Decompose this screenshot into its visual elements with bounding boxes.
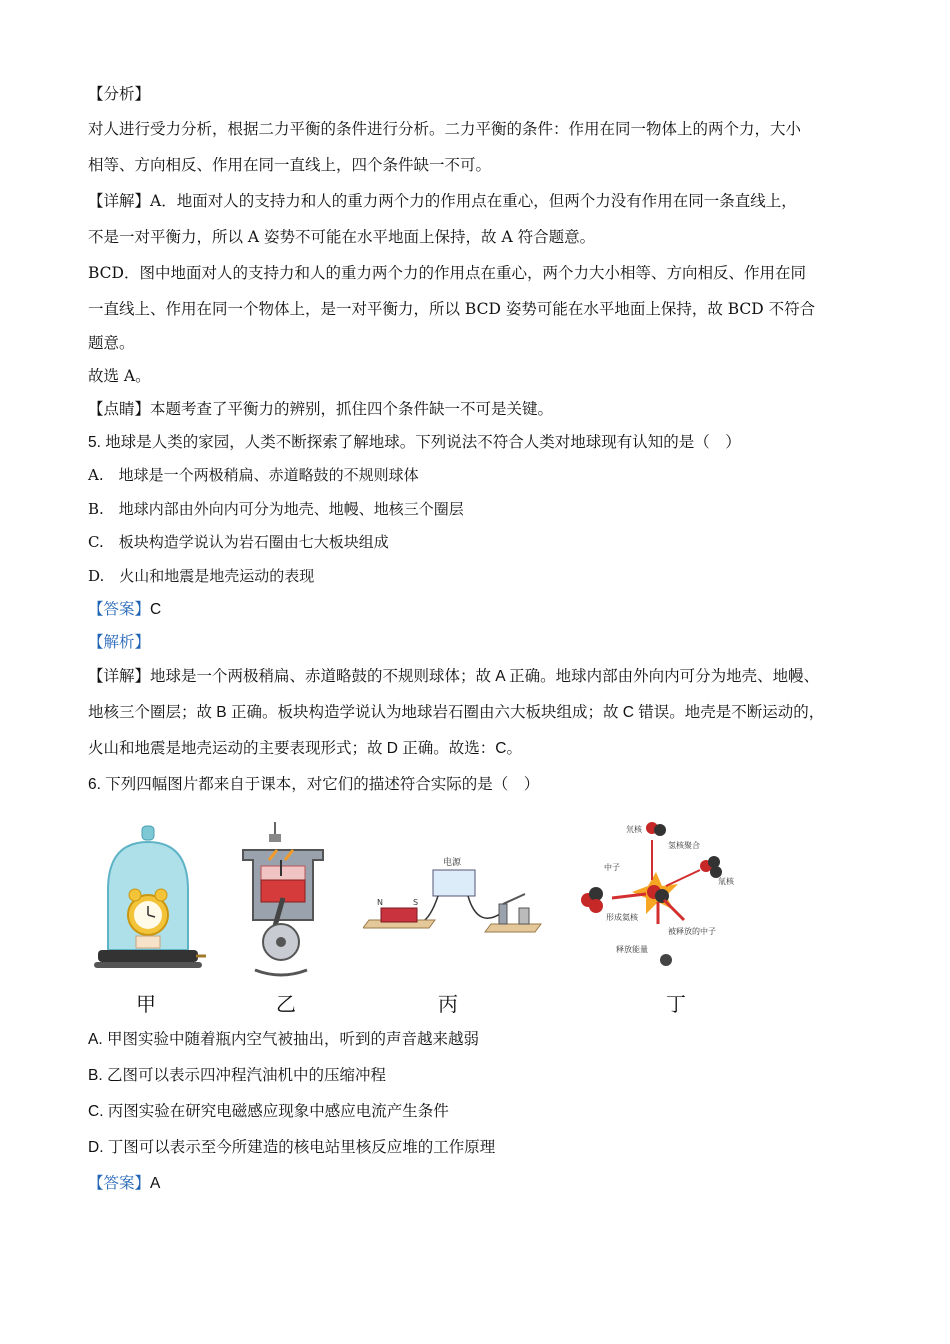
figure-bell-jar <box>88 820 208 980</box>
combustion-chamber <box>261 866 305 880</box>
released-neutron <box>660 954 672 966</box>
answer-label: 【答案】 <box>88 601 151 618</box>
power-label: 电源 <box>443 858 462 868</box>
analysis-heading: 【分析】 <box>88 85 151 103</box>
detail-text: 【详解】A．地面对人的支持力和人的重力两个力的作用点在重心，但两个力没有作用在同一条直线上， <box>88 192 797 210</box>
figure-fusion <box>566 820 736 980</box>
question-5-option-d: D. 火山和地震是地壳运动的表现 <box>88 566 315 585</box>
question-5-option-b: B. 地球内部由外向内可分为地壳、地幔、地核三个圈层 <box>88 499 464 518</box>
analysis-text: 对人进行受力分析，根据二力平衡的条件进行分析。二力平衡的条件：作用在同一物体上的两个力，大小 <box>88 120 802 138</box>
figure-label-jia: 甲 <box>136 992 156 1016</box>
question-6-option-a: A. 甲图实验中随着瓶内空气被抽出，听到的声音越来越弱 <box>88 1031 479 1048</box>
figure-engine <box>233 820 333 980</box>
answer-value: A <box>150 1175 161 1192</box>
answer-value: C <box>150 601 162 618</box>
energy-label: 释放能量 <box>616 945 648 954</box>
helium-label: 形成氦核 <box>606 913 638 922</box>
question-6-stem: 6. 下列四幅图片都来自于课本，对它们的描述符合实际的是（ ） <box>88 776 540 793</box>
question-6-options <box>88 1022 888 1202</box>
figure-row <box>88 820 888 1016</box>
neutron-label: 中子 <box>604 863 620 872</box>
jar-knob <box>142 826 154 840</box>
detail-text: 题意。 <box>88 334 135 352</box>
question-5-option-a: A. 地球是一个两极稍扁、赤道略鼓的不规则球体 <box>88 466 419 484</box>
answer-label: 【答案】 <box>88 1175 151 1192</box>
detail-text: 不是一对平衡力，所以 A 姿势不可能在水平地面上保持，故 A 符合题意。 <box>88 228 596 246</box>
detail-text: BCD．图中地面对人的支持力和人的重力两个力的作用点在重心，两个力大小相等、方向相反、作用在同 <box>88 264 806 282</box>
question-5-detail: 火山和地震是地壳运动的主要表现形式；故 D 正确。故选：C。 <box>88 740 523 757</box>
question-5-stem: 5. 地球是人类的家园，人类不断探索了解地球。下列说法不符合人类对地球现有认知的是（ ） <box>88 434 741 451</box>
fusion-label: 氢核聚合 <box>668 841 700 850</box>
question-5-option-c: C. 板块构造学说认为岩石圈由七大板块组成 <box>88 533 389 551</box>
deuterium-label: 氘核 <box>626 825 642 834</box>
analysis-text: 相等、方向相反、作用在同一直线上，四个条件缺一不可。 <box>88 156 492 174</box>
tritium-label: 氚核 <box>718 877 734 886</box>
question-6-option-c: C. 丙图实验在研究电磁感应现象中感应电流产生条件 <box>88 1103 449 1120</box>
figure-label-yi: 乙 <box>276 992 296 1016</box>
detail-conclusion: 故选 A。 <box>88 367 151 385</box>
question-6-option-d: D. 丁图可以表示至今所建造的核电站里核反应堆的工作原理 <box>88 1139 496 1156</box>
question-6-option-b: B. 乙图可以表示四冲程汽油机中的压缩冲程 <box>88 1067 386 1084</box>
question-5-detail: 【详解】地球是一个两极稍扁、赤道略鼓的不规则球体；故 A 正确。地球内部由外向内可分为地壳、地幔、 <box>88 668 820 685</box>
question-5-detail: 地核三个圈层；故 B 正确。板块构造学说认为地球岩石圈由六大板块组成；故 C 错误。地壳是不断运动的， <box>88 704 825 721</box>
released-neutron-label: 被释放的中子 <box>668 927 716 936</box>
page <box>88 78 888 1192</box>
jar-base <box>98 950 198 962</box>
question-5-analysis-label: 【解析】 <box>88 633 151 651</box>
figure-label-bing: 丙 <box>438 992 458 1016</box>
comment-text: 【点睛】本题考查了平衡力的辨别，抓住四个条件缺一不可是关键。 <box>88 400 554 418</box>
power-box <box>433 870 475 896</box>
pole-n: N <box>377 898 383 907</box>
question-5-answer <box>88 593 888 626</box>
detail-text: 一直线上、作用在同一个物体上，是一对平衡力，所以 BCD 姿势可能在水平地面上保持，故 BCD 不符合 <box>88 300 816 318</box>
magnet <box>381 908 417 922</box>
figure-induction <box>363 820 543 980</box>
figure-label-ding: 丁 <box>666 992 686 1016</box>
pole-s: S <box>413 898 419 907</box>
question-6-answer <box>88 1166 888 1202</box>
base-board-right <box>485 924 541 932</box>
